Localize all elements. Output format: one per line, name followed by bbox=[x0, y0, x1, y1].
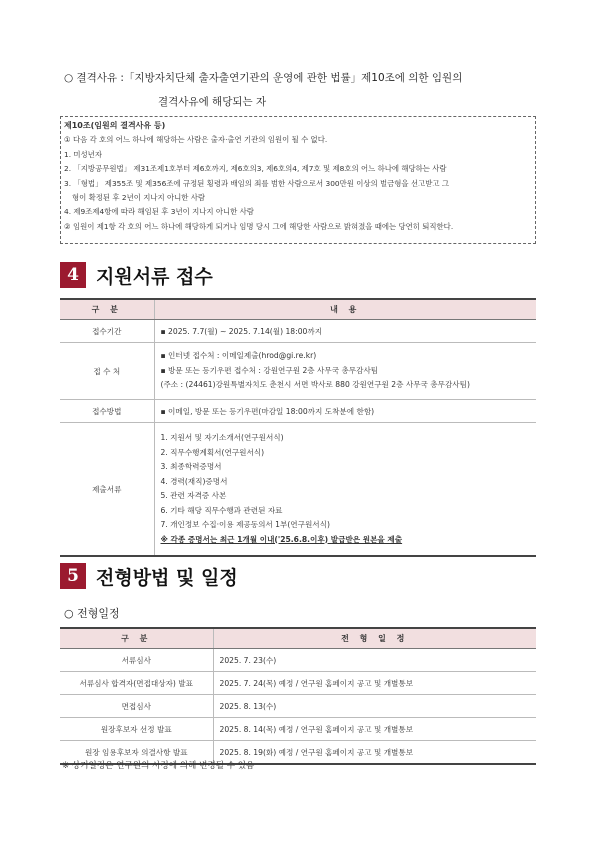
row-label: 접수기간 bbox=[60, 320, 154, 343]
law-line: ① 다음 각 호의 어느 하나에 해당하는 사람은 출자·출연 기관의 임원이 될 수 없다. bbox=[64, 135, 328, 145]
law-line: ② 임원이 제1항 각 호의 어느 하나에 해당하게 되거나 임명 당시 그에 해당한 사람으로 밝혀졌을 때에는 당연히 퇴직한다. bbox=[64, 221, 454, 231]
document-item: 7. 개인정보 수집·이용 제공동의서 1부(연구원서식) bbox=[160, 520, 330, 529]
table-row bbox=[60, 695, 536, 718]
section-number-badge: 4 bbox=[60, 262, 86, 288]
document-item: 4. 경력(재직)증명서 bbox=[160, 476, 228, 486]
schedule-note: ※ 상기일정은 연구원의 사정에 의해 변경될 수 있음 bbox=[62, 761, 255, 771]
row-label: 제출서류 bbox=[60, 423, 154, 557]
table-row bbox=[60, 672, 536, 695]
disqualification-intro bbox=[64, 66, 462, 114]
row-content-line: (주소 : (24461)강원특별자치도 춘천시 서면 박사로 880 강원연구원 2층 사무국 총무감사팀) bbox=[160, 380, 470, 390]
section-4-heading bbox=[60, 262, 213, 288]
table-row bbox=[60, 423, 536, 557]
schedule-value: 2025. 8. 19(화) 예정 / 연구원 홈페이지 공고 및 개별통보 bbox=[213, 741, 536, 765]
section-title: 전형방법 및 일정 bbox=[96, 566, 238, 589]
schedule-value: 2025. 7. 24(목) 예정 / 연구원 홈페이지 공고 및 개별통보 bbox=[213, 672, 536, 695]
law-line: 2. 「지방공무원법」 제31조제1호부터 제6호까지, 제6호의3, 제6호의4, 제7호 및 제8호의 어느 하나에 해당하는 사람 bbox=[64, 164, 447, 174]
schedule-value: 2025. 8. 13(수) bbox=[213, 695, 536, 718]
law-line: 4. 제9조제4항에 따라 해임된 후 3년이 지나지 아니한 사람 bbox=[64, 207, 254, 217]
intro-line-1: ○ 결격사유 :「지방자치단체 출자출연기관의 운영에 관한 법률」제10조에 의한 임원의 bbox=[64, 72, 463, 84]
schedule-table bbox=[60, 627, 536, 765]
table-row bbox=[60, 320, 536, 343]
table-header: 내 용 bbox=[154, 299, 536, 320]
table-row bbox=[60, 343, 536, 400]
schedule-label: 서류심사 bbox=[60, 649, 213, 672]
table-row bbox=[60, 400, 536, 423]
law-line: 1. 미성년자 bbox=[64, 149, 102, 159]
law-article-box bbox=[60, 116, 536, 244]
document-item: 1. 지원서 및 자기소개서(연구원서식) bbox=[160, 433, 284, 442]
certificate-notice: ※ 각종 증명서는 최근 1개월 이내('25.6.8.이후) 발급받은 원본을 제출 bbox=[160, 534, 403, 544]
section-title: 지원서류 접수 bbox=[96, 265, 213, 288]
document-item: 3. 최종학력증명서 bbox=[160, 462, 222, 471]
law-article-title: 제10조(임원의 결격사유 등) bbox=[64, 121, 166, 130]
document-item: 6. 기타 해당 직무수행과 관련된 자료 bbox=[160, 505, 283, 515]
row-content-line: ▪ 인터넷 접수처 : 이메일제출(hrod@gi.re.kr) bbox=[160, 351, 317, 361]
intro-line-2: 결격사유에 해당되는 자 bbox=[158, 96, 267, 108]
table-header: 구 분 bbox=[60, 299, 154, 320]
schedule-label: 서류심사 합격자(면접대상자) 발표 bbox=[60, 672, 213, 695]
section-5-heading bbox=[60, 563, 238, 589]
document-item: 5. 관련 자격증 사본 bbox=[160, 491, 227, 500]
application-table bbox=[60, 298, 536, 557]
document-item: 2. 직무수행계획서(연구원서식) bbox=[160, 447, 265, 457]
table-row bbox=[60, 718, 536, 741]
law-line: 형이 확정된 후 2년이 지나지 아니한 사람 bbox=[72, 193, 206, 203]
schedule-label: 면접심사 bbox=[60, 695, 213, 718]
section-number-badge: 5 bbox=[60, 563, 86, 589]
schedule-subheading: ○ 전형일정 bbox=[64, 607, 120, 620]
row-content-line: ▪ 방문 또는 등기우편 접수처 : 강원연구원 2층 사무국 총무감사팀 bbox=[160, 365, 379, 375]
row-content: ▪ 이메일, 방문 또는 등기우편(마감일 18:00까지 도착분에 한함) bbox=[154, 400, 536, 423]
law-line: 3. 「형법」 제355조 및 제356조에 규정된 횡령과 배임의 죄를 범한 사람으로서 300만원 이상의 벌금형을 선고받고 그 bbox=[64, 178, 449, 188]
table-row bbox=[60, 649, 536, 672]
schedule-value: 2025. 7. 23(수) bbox=[213, 649, 536, 672]
table-header: 전 형 일 정 bbox=[213, 628, 536, 649]
table-header: 구 분 bbox=[60, 628, 213, 649]
row-label: 접수방법 bbox=[60, 400, 154, 423]
schedule-label: 원장후보자 선정 발표 bbox=[60, 718, 213, 741]
row-label: 접 수 처 bbox=[60, 343, 154, 400]
schedule-value: 2025. 8. 14(목) 예정 / 연구원 홈페이지 공고 및 개별통보 bbox=[213, 718, 536, 741]
row-content: ▪ 2025. 7.7(월) ~ 2025. 7.14(월) 18:00까지 bbox=[154, 320, 536, 343]
schedule-label: 원장 임용후보자 의결사항 발표 bbox=[60, 741, 213, 765]
